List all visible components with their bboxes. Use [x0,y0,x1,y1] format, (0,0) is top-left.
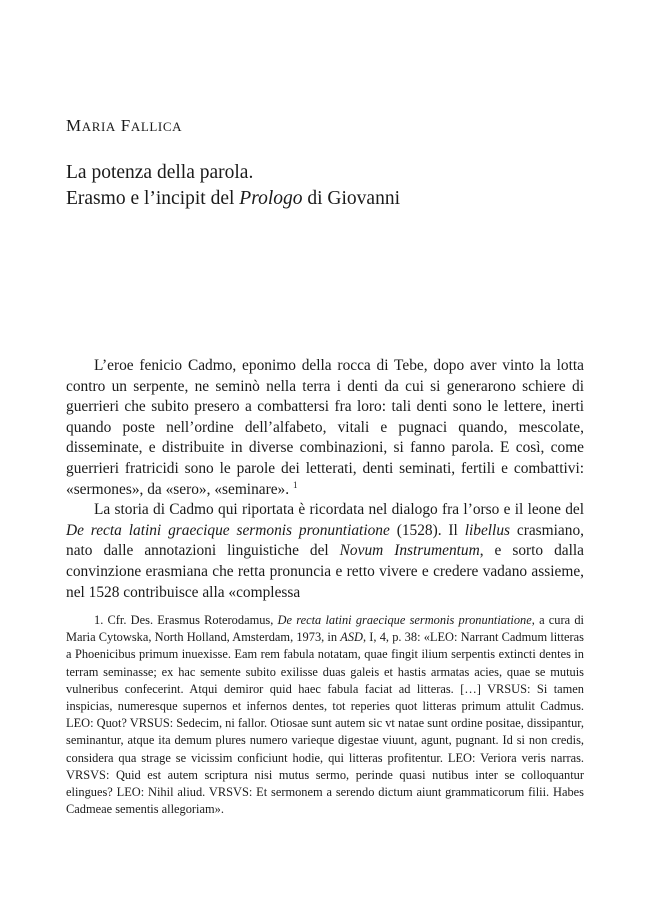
article-title [66,160,586,212]
footnote-part-e: , I, 4, p. 38: «LEO: Narrant Cadmum litteras a Phoenicibus primum inuexisse. Eam rem fabula notatam, quae fingit ilium serpentis extincti dentes in terram seminasse; ex hac semente subito exilisse duas galeis et hastis armatas acies, quae se mutuis vulneribus confecerint. Atqui demiror quid haec fabula faciat ad litteras. […] VRSUS: Si tamen inspicias, numeresque supernos et infernos dentes, tot reperies quot litteras primum attulit Cadmus. LEO: Quot? VRSUS: Sedecim, ni fallor. Otiosae sunt autem sic vt natae sunt ordine positae, dissipantur, seminantur, atque ita demum plures numero varieque digestae viuunt, agunt, pugnant. Id si non credis, considera qua strage se vicissim conficiunt hodie, qui litteras profitentur. LEO: Veriora veris narras. VRSVS: Quid est autem scriptura nisi mutus sermo, perinde quasi nutibus inter se colloquantur elingues? LEO: Nihil aliud. VRSVS: Et sermonem a serendo dictum aiunt grammaticorum filii. Habes Cadmeae sementis allegoriam». [66,630,585,817]
author-first-initial: M [66,116,82,135]
footnote-part-a: 1. Cfr. Des. Erasmus Roterodamus, [94,613,278,627]
paragraph-2-part-e: crasmiano, nato dalle annotazioni linguistiche del [66,521,584,560]
paragraph-2-part-a: La storia di Cadmo qui riportata è ricordata nel dialogo fra l’orso e il leone del [94,501,584,519]
body-text [66,356,584,603]
paragraph-2-part-b: De recta latini graecique sermonis pronuntiatione [66,521,390,539]
author-first-rest: ARIA [81,119,116,134]
footnote-1 [66,612,584,818]
footnote [66,612,584,818]
author-name [66,116,182,136]
footnote-part-c: , a cura di Maria Cytowska, North Holland, Amsterdam, 1973, in [66,613,584,645]
title-line-2-suffix: di Giovanni [302,188,400,209]
paragraph-1-text: L’eroe fenicio Cadmo, eponimo della rocca di Tebe, dopo aver vinto la lotta contro un serpente, ne seminò nella terra i denti da cui si generarono schiere di guerrieri che subito presero a combattersi fra loro: tali denti sono le lettere, inerti quando poste nell’ordine dell’alfabeto, vitali e pugnaci quando, mescolate, disseminate, e distribuite in diverse combinazioni, si fanno parola. E così, come guerrieri fratricidi sono le parole dei letterati, denti seminati, fertili e combattivi: «sermones», da «sero», «seminare». [66,357,584,498]
footnote-part-b: De recta latini graecique sermonis pronuntiatione [277,613,532,627]
author-last-initial: F [120,116,131,135]
paragraph-2-part-d: libellus [464,521,511,539]
paragraph-2-part-f: Novum Instrumentum [339,542,480,560]
paragraph-2-part-c: (1528). Il [389,521,465,539]
title-line-2-prefix: Erasmo e l’incipit del [66,188,240,209]
title-line-2-italic: Prologo [239,188,303,209]
body-paragraph-1 [66,356,584,500]
body-paragraph-2 [66,500,584,603]
footnote-part-d: ASD [340,630,363,645]
paragraph-2-part-g: , e sorto dalla convinzione erasmiana che retta pronuncia e retto vivere e credere vadano assieme, nel 1528 contribuisce alla «complessa [66,542,585,601]
footnote-marker: 1 [292,479,298,490]
author-last-rest: ALLICA [130,119,183,134]
title-line-2 [66,186,586,212]
title-line-1: La potenza della parola. [66,162,254,183]
